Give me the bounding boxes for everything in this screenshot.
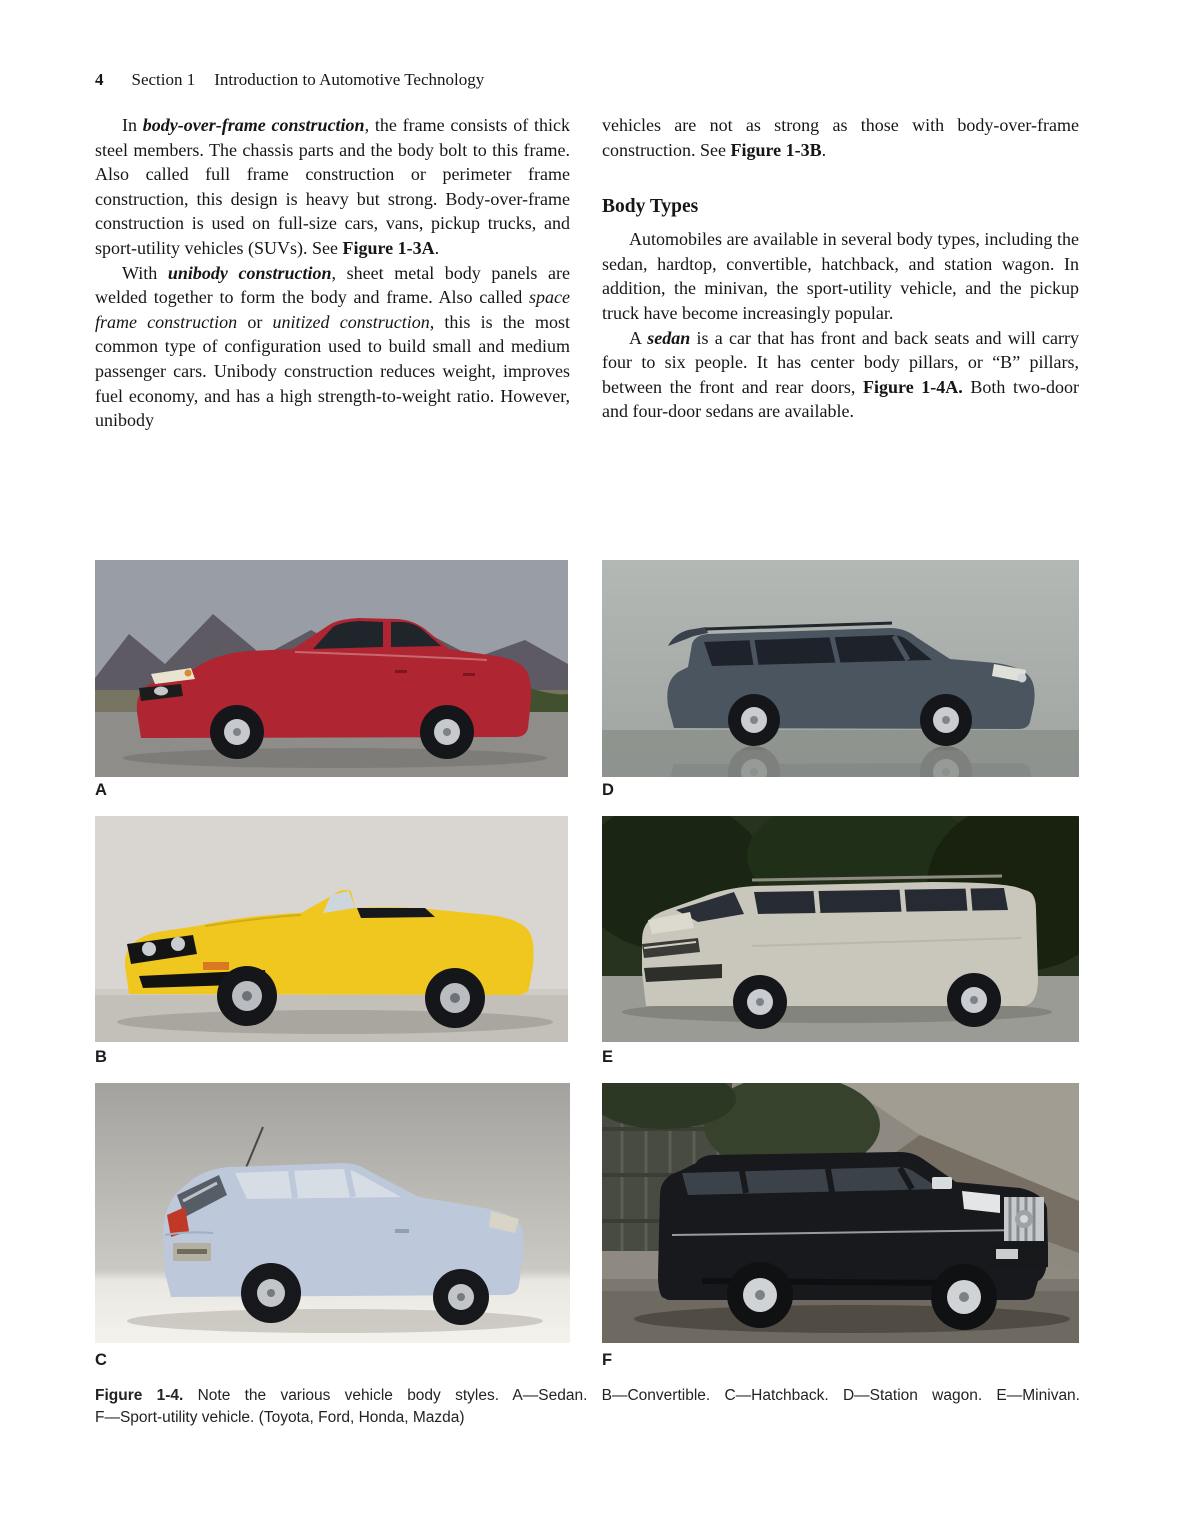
photo-sedan: [95, 560, 568, 777]
photo-label-e: E: [602, 1048, 614, 1066]
chapter-title: Introduction to Automotive Technology: [214, 70, 485, 89]
paragraph-body-over-frame: In body-over-frame construction, the frame consists of thick steel members. The chassis parts and the body bolt to this frame. Also called full frame construction or perimeter frame construction, this design is heavy but strong. Body-over-frame construction is used on full-size cars, vans, pickup trucks, and sport-utility vehicles (SUVs). See Figure 1-3A.: [95, 115, 571, 258]
photo-hatchback: [95, 1083, 570, 1343]
photo-minivan: [602, 816, 1079, 1042]
photo-suv: [602, 1083, 1079, 1343]
figure-caption-line1: Figure 1-4. Note the various vehicle body styles. A—Sedan. B—Convertible. C—Hatchback. D—Station wagon. E—Minivan.: [95, 1387, 1080, 1404]
paragraph-continued: vehicles are not as strong as those with body-over-frame construction. See Figure 1-3B.: [602, 115, 1079, 160]
photo-label-a: A: [95, 781, 107, 799]
figure-caption: [95, 1385, 1080, 1428]
photo-label-f: F: [602, 1351, 613, 1369]
right-text-column: [602, 113, 1079, 424]
left-text-column: [95, 113, 570, 433]
photo-label-c: C: [95, 1351, 107, 1369]
figure-caption-line2: F—Sport-utility vehicle. (Toyota, Ford, Honda, Mazda): [95, 1408, 465, 1426]
paragraph-unibody: With unibody construction, sheet metal body panels are welded together to form the body and frame. Also called space frame construction or unitized construction, this is the most common type of configuration used to build small and medium passenger cars. Unibody construction reduces weight, improves fuel economy, and has a high strength-to-weight ratio. However, unibody: [95, 262, 570, 431]
paragraph-body-types-intro: Automobiles are available in several body types, including the sedan, hardtop, convertible, hatchback, and station wagon. In addition, the minivan, the sport-utility vehicle, and the pickup truck have become increasingly popular.: [602, 229, 1079, 323]
paragraph-sedan: A sedan is a car that has front and back seats and will carry four to six people. It has center body pillars, or “B” pillars, between the front and rear doors, Figure 1-4A. Both two-door and four-door sedans are available.: [602, 327, 1080, 422]
photo-station-wagon: [602, 560, 1079, 777]
page-number: 4: [95, 70, 104, 89]
heading-body-types: Body Types: [602, 196, 699, 218]
photo-label-b: B: [95, 1048, 107, 1066]
photo-label-d: D: [602, 781, 614, 799]
page-header: [95, 70, 1075, 90]
section-label: Section 1: [131, 70, 196, 89]
photo-convertible: [95, 816, 568, 1042]
